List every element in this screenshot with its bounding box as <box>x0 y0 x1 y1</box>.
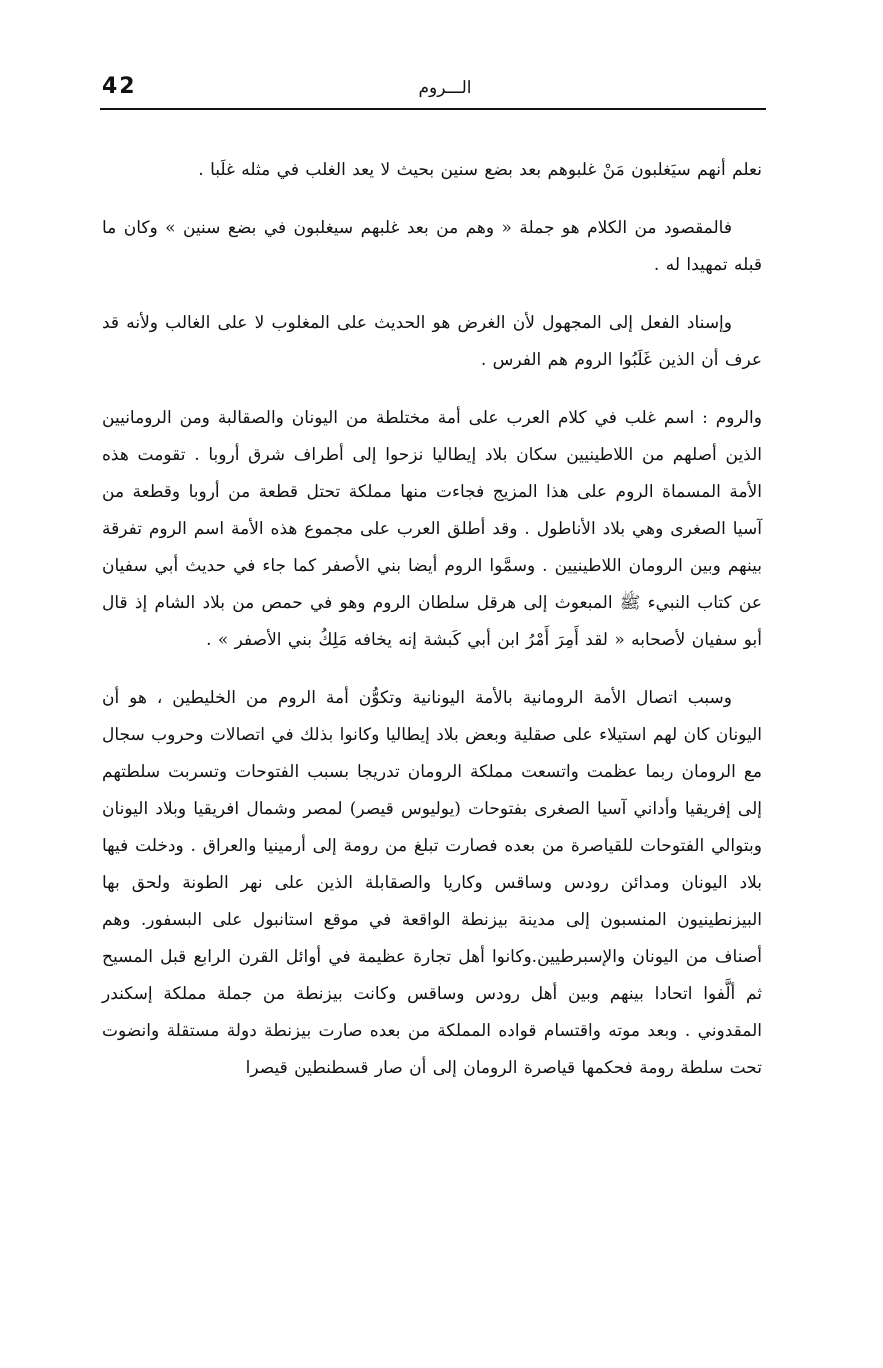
paragraph: فالمقصود من الكلام هو جملة « وهم من بعد غلبهم سيغلبون في بضع سنين » وكان ما قبله تمهيدا له . <box>102 218 762 275</box>
paragraph: نعلم أنهم سيَغلبون مَنْ غلبوهم بعد بضع سنين بحيث لا يعد الغلب في مثله غلَبا . <box>198 160 762 180</box>
paragraph: والروم : اسم غلب في كلام العرب على أمة مختلطة من اليونان والصقالبة ومن الرومانيين الذين أصلهم من اللاطينيين سكان بلاد إيطاليا نزحوا إلى أطراف شرق أروبا . تقومت هذه الأمة المسماة الروم على هذا المزيج فجاءت منها مملكة تحتل قطعة من أروبا وقطعة من آسيا الصغرى وهي بلاد الأناطول . وقد أطلق العرب على مجموع هذه الأمة اسم الروم تفرقة بينهم وبين الرومان اللاطينيين . وسمَّوا الروم أيضا بني الأصفر كما جاء في حديث أبي سفيان عن كتاب النبيء ﷺ المبعوث إلى هرقل سلطان الروم وهو في حمص من بلاد الشام إذ قال أبو سفيان لأصحابه « لقد أَمِرَ أَمْرُ ابن أبي كَبشة إنه يخافه مَلِكُ بني الأصفر » . <box>102 408 762 650</box>
page-number: 42 <box>102 74 137 99</box>
paragraph: وإسناد الفعل إلى المجهول لأن الغرض هو الحديث على المغلوب لا على الغالب ولأنه قد عرف أن الذين غَلَبُوا الروم هم الفرس . <box>102 313 762 370</box>
header-rule <box>100 108 766 110</box>
body-text <box>102 152 762 1108</box>
paragraph: وسبب اتصال الأمة الرومانية بالأمة اليونانية وتكوُّن أمة الروم من الخليطين ، هو أن اليونان كان لهم استيلاء على صقلية وبعض بلاد إيطاليا وكانوا بذلك في اتصالات وحروب سجال مع الرومان ربما عظمت واتسعت مملكة الرومان تدريجا بسبب الفتوحات وتسربت سلطتهم إلى إفريقيا وأداني آسيا الصغرى بفتوحات (يوليوس قيصر) لمصر وشمال افريقيا وبلاد اليونان وبتوالي الفتوحات للقياصرة من بعده فصارت تبلغ من رومة إلى أرمينيا والعراق . ودخلت فيها بلاد اليونان ومدائن رودس وساقس وكاريا والصقابلة الذين على نهر الطونة ولحق بها البيزنطينيون المنسبون إلى مدينة بيزنطة الواقعة في موقع استانبول على البسفور. وهم أصناف من اليونان والإسبرطيين.وكانوا أهل تجارة عظيمة في أوائل القرن الرابع قبل المسيح ثم ألَّفوا اتحادا بينهم وبين أهل رودس وساقس وكانت بيزنطة من جملة مملكة إسكندر المقدوني . وبعد موته واقتسام قواده المملكة من بعده صارت بيزنطة دولة مستقلة وانضوت تحت سلطة رومة فحكمها قياصرة الرومان إلى أن صار قسطنطين قيصرا <box>102 688 762 1078</box>
running-title: الـــروم <box>418 78 472 98</box>
page-header <box>100 62 766 106</box>
